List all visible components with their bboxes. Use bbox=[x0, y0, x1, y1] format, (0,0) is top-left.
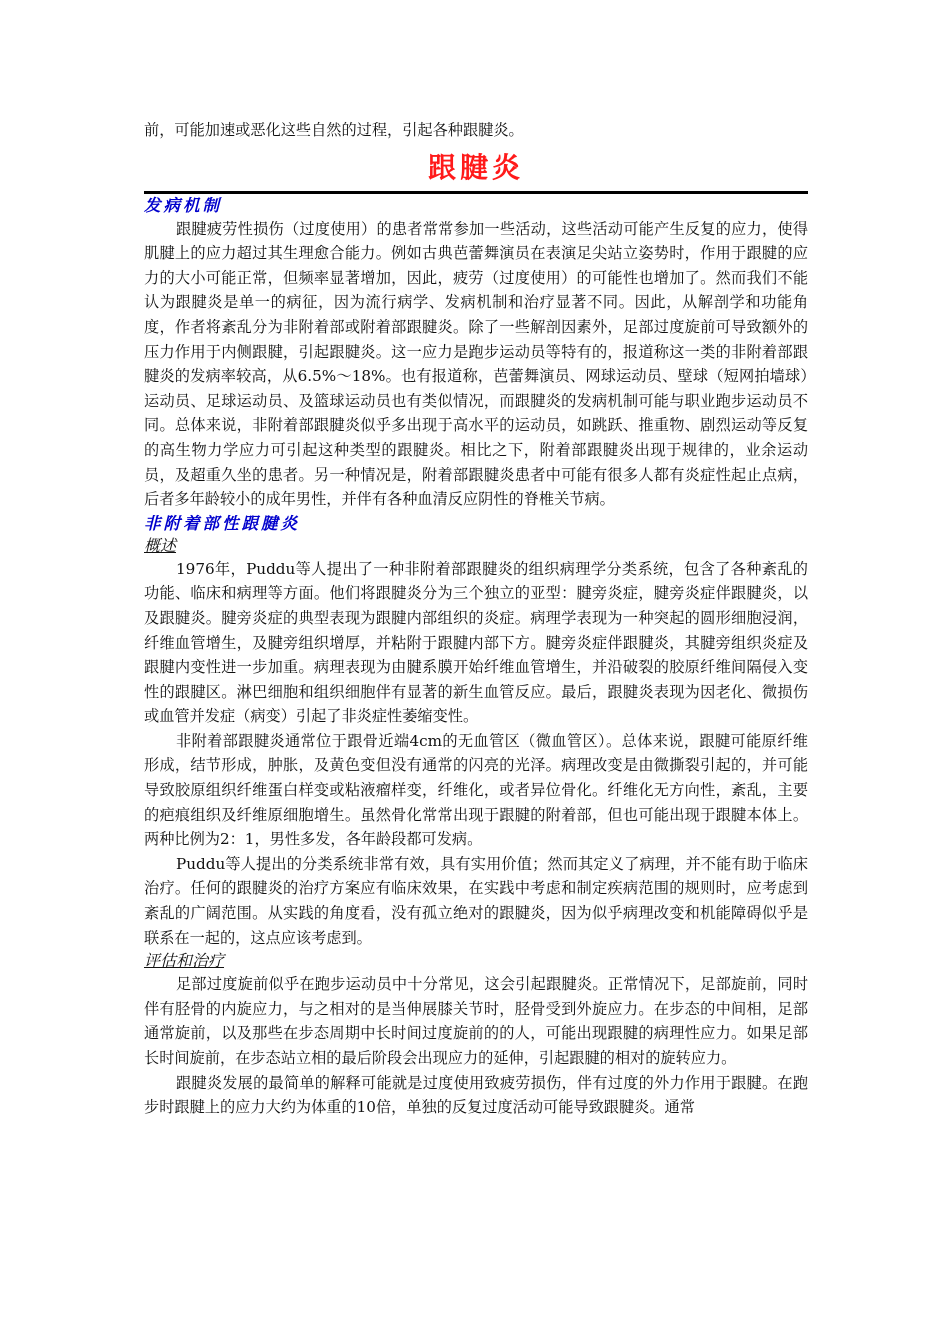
overview-paragraph-2: 非附着部跟腱炎通常位于跟骨近端4cm的无血管区（微血管区）。总体来说，跟腱可能原纤维形成，结节形成，肿胀，及黄色变但没有通常的闪亮的光泽。病理改变是由微撕裂引起的，并可能导致胶原组织纤维蛋白样变或粘液瘤样变，纤维化，或者异位骨化。纤维化无方向性，紊乱，主要的疤痕组织及纤维原细胞增生。虽然骨化常常出现于跟腱的附着部，但也可能出现于跟腱本体上。两种比例为2：1，男性多发，各年龄段都可发病。 bbox=[144, 731, 808, 849]
intro-line: 前，可能加速或恶化这些自然的过程，引起各种跟腱炎。 bbox=[144, 121, 524, 139]
mechanism-paragraph: 跟腱疲劳性损伤（过度使用）的患者常常参加一些活动，这些活动可能产生反复的应力，使得肌腱上的应力超过其生理愈合能力。例如古典芭蕾舞演员在表演足尖站立姿势时，作用于跟腱的应力的大小可能正常，但频率显著增加，因此，疲劳（过度使用）的可能性也增加了。然而我们不能认为跟腱炎是单一的病征，因为流行病学、发病机制和治疗显著不同。因此，从解剖学和功能角度，作者将紊乱分为非附着部或附着部跟腱炎。除了一些解剖因素外，足部过度旋前可导致额外的压力作用于内侧跟腱，引起跟腱炎。这一应力是跑步运动员等特有的，报道称这一类的非附着部跟腱炎的发病率较高，从6.5%～18%。也有报道称，芭蕾舞演员、网球运动员、壁球（短网拍墙球）运动员、足球运动员、及篮球运动员也有类似情况，而跟腱炎的发病机制可能与职业跑步运动员不同。总体来说，非附着部跟腱炎似乎多出现于高水平的运动员，如跳跃、推重物、剧烈运动等反复的高生物力学应力可引起这种类型的跟腱炎。相比之下，附着部跟腱炎出现于规律的，业余运动员，及超重久坐的患者。另一种情况是，附着部跟腱炎患者中可能有很多人都有炎症性起止点病，后者多年龄较小的成年男性，并伴有各种血清反应阴性的脊椎关节病。 bbox=[144, 219, 808, 509]
subheading-overview: 概述 bbox=[144, 535, 177, 555]
assessment-paragraph-1: 足部过度旋前似乎在跑步运动员中十分常见，这会引起跟腱炎。正常情况下，足部旋前，同时伴有胫骨的内旋应力，与之相对的是当伸展膝关节时，胫骨受到外旋应力。在步态的中间相，足部通常旋前，以及那些在步态周期中长时间过度旋前的的人，可能出现跟腱的病理性应力。如果足部长时间旋前，在步态站立相的最后阶段会出现应力的延伸，引起跟腱的相对的旋转应力。 bbox=[144, 975, 808, 1067]
document-page bbox=[144, 118, 808, 1120]
overview-paragraph-1: 1976年，Puddu等人提出了一种非附着部跟腱炎的组织病理学分类系统，包含了各种紊乱的功能、临床和病理等方面。他们将跟腱炎分为三个独立的亚型：腱旁炎症，腱旁炎症伴跟腱炎，以及跟腱炎。腱旁炎症的典型表现为跟腱内部组织的炎症。病理学表现为一种突起的圆形细胞浸润，纤维血管增生，及腱旁组织增厚，并粘附于跟腱内部下方。腱旁炎症伴跟腱炎，其腱旁组织炎症及跟腱内变性进一步加重。病理表现为由腱系膜开始纤维血管增生，并沿破裂的胶原纤维间隔侵入变性的跟腱区。淋巴细胞和组织细胞伴有显著的新生血管反应。最后，跟腱炎表现为因老化、微损伤或血管并发症（病变）引起了非炎症性萎缩变性。 bbox=[144, 559, 808, 726]
assessment-paragraph-2: 跟腱炎发展的最简单的解释可能就是过度使用致疲劳损伤，伴有过度的外力作用于跟腱。在跑步时跟腱上的应力大约为体重的10倍，单独的反复过度活动可能导致跟腱炎。通常 bbox=[144, 1073, 808, 1117]
section-heading-non-insertional: 非附着部性跟腱炎 bbox=[144, 513, 300, 533]
overview-paragraph-3: Puddu等人提出的分类系统非常有效，具有实用价值；然而其定义了病理，并不能有助于临床治疗。任何的跟腱炎的治疗方案应有临床效果，在实践中考虑和制定疾病范围的规则时，应考虑到紊乱的广阔范围。从实践的角度看，没有孤立绝对的跟腱炎，因为似乎病理改变和机能障碍似乎是联系在一起的，这点应该考虑到。 bbox=[144, 854, 808, 947]
title-block bbox=[144, 149, 808, 187]
title-divider bbox=[144, 191, 808, 194]
section-heading-mechanism: 发病机制 bbox=[144, 195, 222, 215]
document-title: 跟腱炎 bbox=[427, 150, 524, 184]
subheading-assessment: 评估和治疗 bbox=[144, 951, 225, 971]
